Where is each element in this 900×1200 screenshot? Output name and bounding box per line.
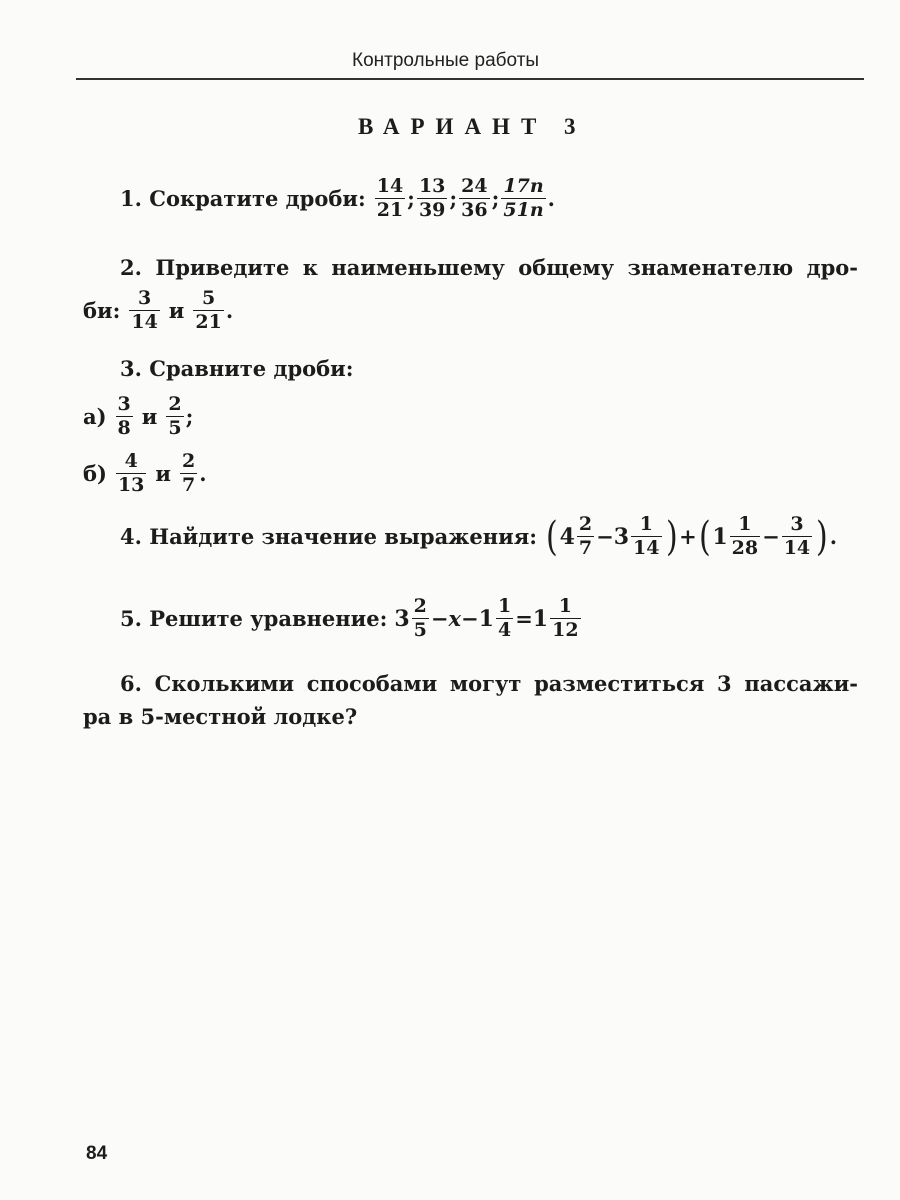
fraction: $\frac{1}{28}$: [731, 513, 759, 560]
fraction: $\frac{17n}{51n}$: [503, 175, 544, 222]
task-5-label: 5. Решите уравнение:: [120, 606, 388, 632]
whole-part: 4: [559, 523, 575, 550]
fraction: $\frac{1}{12}$: [552, 595, 579, 642]
task-4: 4. Найдите значение выражения: ( 4 $\frac{2}{7}$ − 3 $\frac{1}{14}$ ) + ( 1 $\frac{1}{28}$ − $\frac{3}{14}$ ) .: [120, 513, 838, 560]
item-label: а): [83, 404, 107, 430]
whole-part: 3: [394, 605, 410, 632]
fraction: $\frac{24}{36}$: [461, 175, 488, 222]
task-3b: б) $\frac{4}{13}$ и $\frac{2}{7}$ .: [83, 450, 207, 497]
task-3-label: 3. Сравните дроби:: [120, 356, 354, 381]
task-3a: а) $\frac{3}{8}$ и $\frac{2}{5}$ ;: [83, 393, 194, 440]
task-6-line-1: 6. Сколькими способами могут разместиться 3 пассажи-: [120, 671, 858, 696]
fraction: $\frac{4}{13}$: [117, 450, 145, 497]
conjunction: и: [141, 404, 158, 430]
fraction: $\frac{2}{7}$: [578, 513, 593, 560]
header-rule: [76, 78, 864, 80]
conjunction: и: [155, 461, 171, 487]
variant-title: ВАРИАНТ 3: [358, 114, 587, 139]
fraction: $\frac{3}{8}$: [117, 393, 131, 440]
conjunction: и: [168, 298, 185, 324]
fraction: $\frac{13}{39}$: [418, 175, 446, 222]
task-6-line-2: ра в 5-местной лодке?: [83, 704, 358, 729]
fraction: $\frac{2}{5}$: [168, 393, 182, 440]
item-label: б): [83, 461, 107, 487]
whole-part: 3: [613, 523, 630, 550]
fraction: $\frac{1}{4}$: [497, 595, 512, 642]
task-1-label: 1. Сократите дроби:: [120, 186, 366, 212]
task-4-label: 4. Найдите значение выражения:: [120, 524, 537, 550]
fraction: $\frac{2}{5}$: [413, 595, 427, 642]
fraction: $\frac{14}{21}$: [376, 175, 404, 222]
task-5: 5. Решите уравнение: 3 $\frac{2}{5}$ − x − 1 $\frac{1}{4}$ = 1 $\frac{1}{12}$: [120, 595, 579, 642]
fraction: $\frac{3}{14}$: [783, 513, 811, 560]
fraction: $\frac{1}{14}$: [633, 513, 660, 560]
whole-part: 1: [532, 605, 549, 632]
task-2-prefix: би:: [83, 298, 121, 324]
task-2-line-1: 2. Приведите к наименьшему общему знаменателю дро-: [120, 255, 858, 280]
fraction: $\frac{2}{7}$: [181, 450, 196, 497]
task-2-line-2: би: $\frac{3}{14}$ и $\frac{5}{21}$ .: [83, 287, 234, 334]
whole-part: 1: [478, 605, 494, 632]
whole-part: 1: [712, 523, 728, 550]
running-header: Контрольные работы: [352, 50, 540, 71]
page-number: 84: [86, 1143, 108, 1164]
fraction: $\frac{5}{21}$: [195, 287, 222, 334]
task-1: 1. Сократите дроби: $\frac{14}{21}$ ; $\frac{13}{39}$ ; $\frac{24}{36}$ ; $\frac{17n}{51n}$ .: [120, 175, 555, 222]
variable: x: [448, 606, 462, 632]
fraction: $\frac{3}{14}$: [131, 287, 158, 334]
